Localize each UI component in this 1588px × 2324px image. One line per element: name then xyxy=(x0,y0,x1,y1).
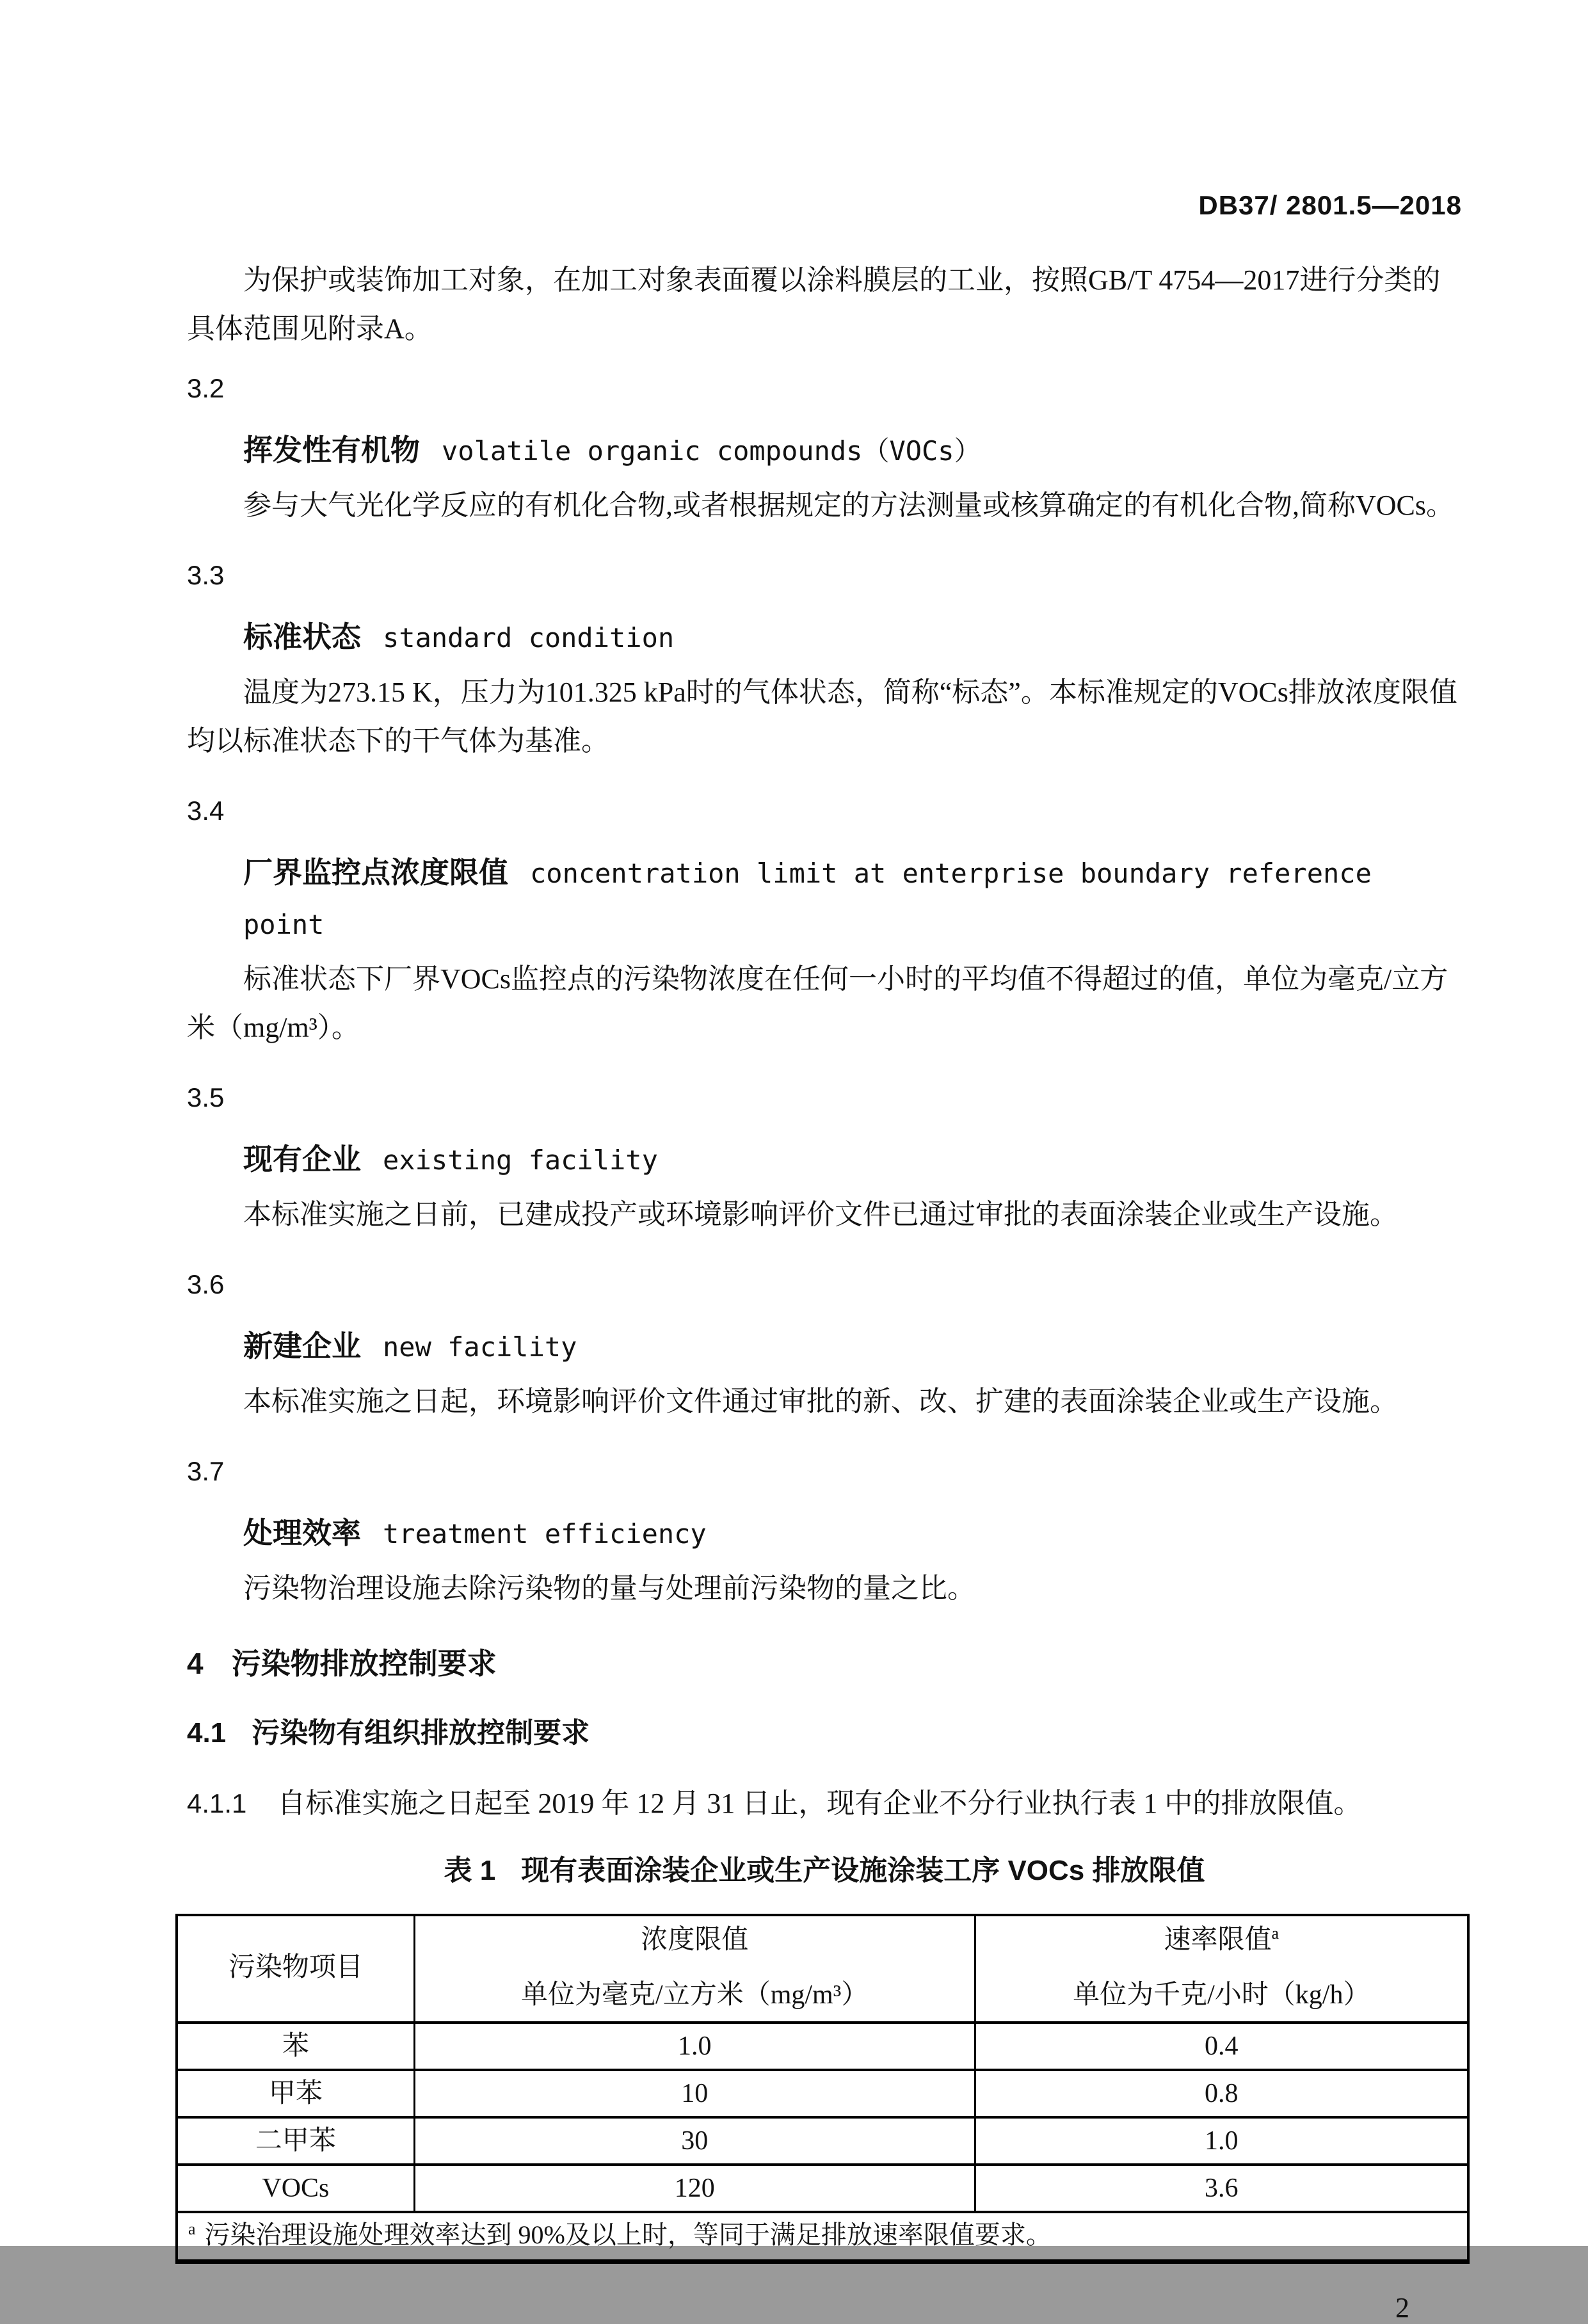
pollutant-cell: VOCs xyxy=(177,2165,414,2212)
table-caption-label: 表 1 xyxy=(444,1855,496,1886)
section-4-1-number: 4.1 xyxy=(187,1717,227,1749)
definition-text: 标准状态下厂界VOCs监控点的污染物浓度在任何一小时的平均值不得超过的值，单位为毫克/立方米（mg/m³）。 xyxy=(187,963,1448,1043)
section-number: 3.6 xyxy=(187,1269,225,1299)
footnote-marker: a xyxy=(188,2219,196,2238)
rate-cell: 1.0 xyxy=(975,2117,1468,2165)
intro-paragraph: 为保护或装饰加工对象，在加工对象表面覆以涂料膜层的工业，按照GB/T 4754—2017进行分类的具体范围见附录A。 xyxy=(187,264,1441,344)
footnote-text: 污染治理设施处理效率达到 90%及以上时，等同于满足排放速率限值要求。 xyxy=(204,2220,1052,2249)
term-english: new facility xyxy=(383,1331,577,1363)
definition-block-3-6 xyxy=(187,1262,1462,1426)
clause-4-1-1-text: 自标准实施之日起至 2019 年 12 月 31 日止，现有企业不分行业执行表 1 中的排放限值。 xyxy=(277,1788,1362,1819)
vocs-emission-limits-table xyxy=(175,1914,1470,2264)
definition-block-3-2 xyxy=(187,366,1462,530)
doc-number-header: DB37/ 2801.5—2018 xyxy=(1198,190,1462,220)
definition-block-3-7 xyxy=(187,1449,1462,1613)
term-chinese: 现有企业 xyxy=(243,1142,361,1176)
section-number: 3.2 xyxy=(187,373,225,403)
section-4-number: 4 xyxy=(187,1647,204,1680)
term-english: volatile organic compounds（VOCs） xyxy=(442,435,981,467)
section-number: 3.7 xyxy=(187,1456,225,1486)
definition-text: 本标准实施之日前，已建成投产或环境影响评价文件已通过审批的表面涂装企业或生产设施。 xyxy=(243,1199,1398,1230)
concentration-cell: 10 xyxy=(414,2070,975,2117)
definition-block-3-5 xyxy=(187,1075,1462,1239)
term-english: concentration limit at enterprise boundary reference point xyxy=(243,858,1372,940)
table-caption-text: 现有表面涂装企业或生产设施涂装工序 VOCs 排放限值 xyxy=(521,1855,1205,1886)
table-row-xylene xyxy=(177,2117,1468,2165)
definition-text: 本标准实施之日起，环境影响评价文件通过审批的新、改、扩建的表面涂装企业或生产设施。 xyxy=(243,1386,1398,1417)
definition-text: 温度为273.15 K，压力为101.325 kPa时的气体状态，简称“标态”。本标准规定的VOCs排放浓度限值均以标准状态下的干气体为基准。 xyxy=(187,677,1457,757)
rate-cell: 3.6 xyxy=(975,2165,1468,2212)
column-header-rate: 速率限值$^a$ 单位为千克/小时（kg/h） xyxy=(975,1915,1468,2023)
term-line xyxy=(187,850,1462,954)
term-chinese: 处理效率 xyxy=(243,1516,361,1550)
term-english: treatment efficiency xyxy=(383,1518,707,1550)
term-chinese: 厂界监控点浓度限值 xyxy=(243,856,508,889)
pollutant-cell: 甲苯 xyxy=(177,2070,414,2117)
table-footnote-row xyxy=(177,2212,1468,2262)
rate-cell: 0.4 xyxy=(975,2023,1468,2070)
term-line xyxy=(187,1137,1462,1189)
definition-text: 污染物治理设施去除污染物的量与处理前污染物的量之比。 xyxy=(243,1573,975,1604)
rate-cell: 0.8 xyxy=(975,2070,1468,2117)
term-line xyxy=(187,614,1462,667)
table-row-vocs xyxy=(177,2165,1468,2212)
section-4-1-heading xyxy=(187,1709,1462,1758)
table-header-row xyxy=(177,1915,1468,2023)
concentration-cell: 1.0 xyxy=(414,2023,975,2070)
pollutant-cell: 二甲苯 xyxy=(177,2117,414,2165)
pollutant-cell: 苯 xyxy=(177,2023,414,2070)
term-chinese: 挥发性有机物 xyxy=(243,433,420,467)
table-row-benzene xyxy=(177,2023,1468,2070)
definition-text: 参与大气光化学反应的有机化合物,或者根据规定的方法测量或核算确定的有机化合物,简称VOCs。 xyxy=(243,490,1455,521)
term-chinese: 标准状态 xyxy=(243,620,361,653)
column-header-pollutant: 污染物项目 xyxy=(228,1953,363,1982)
definition-block-3-3 xyxy=(187,553,1462,765)
term-line xyxy=(187,1324,1462,1376)
concentration-cell: 120 xyxy=(414,2165,975,2212)
table-footnote xyxy=(177,2212,1468,2262)
term-english: existing facility xyxy=(383,1144,658,1176)
section-4-1-title: 污染物有组织排放控制要求 xyxy=(252,1717,590,1749)
clause-4-1-1 xyxy=(187,1779,1462,1828)
page-number: 2 xyxy=(1395,2292,1409,2323)
column-header-concentration: 浓度限值 单位为毫克/立方米（mg/m³） xyxy=(414,1915,975,2023)
section-number: 3.4 xyxy=(187,796,225,826)
definition-block-3-4 xyxy=(187,789,1462,1052)
section-4-heading xyxy=(187,1639,1462,1688)
term-english: standard condition xyxy=(383,622,675,653)
section-number: 3.3 xyxy=(187,560,225,590)
section-4-title: 污染物排放控制要求 xyxy=(231,1647,497,1680)
section-number: 3.5 xyxy=(187,1082,225,1112)
table-caption xyxy=(187,1847,1462,1895)
clause-4-1-1-number: 4.1.1 xyxy=(187,1788,247,1818)
concentration-cell: 30 xyxy=(414,2117,975,2165)
rate-footnote-marker: a xyxy=(1271,1924,1279,1943)
term-chinese: 新建企业 xyxy=(243,1329,361,1363)
page-content xyxy=(187,256,1462,2324)
table-row-toluene xyxy=(177,2070,1468,2117)
term-line xyxy=(187,1511,1462,1563)
term-line xyxy=(187,428,1462,480)
